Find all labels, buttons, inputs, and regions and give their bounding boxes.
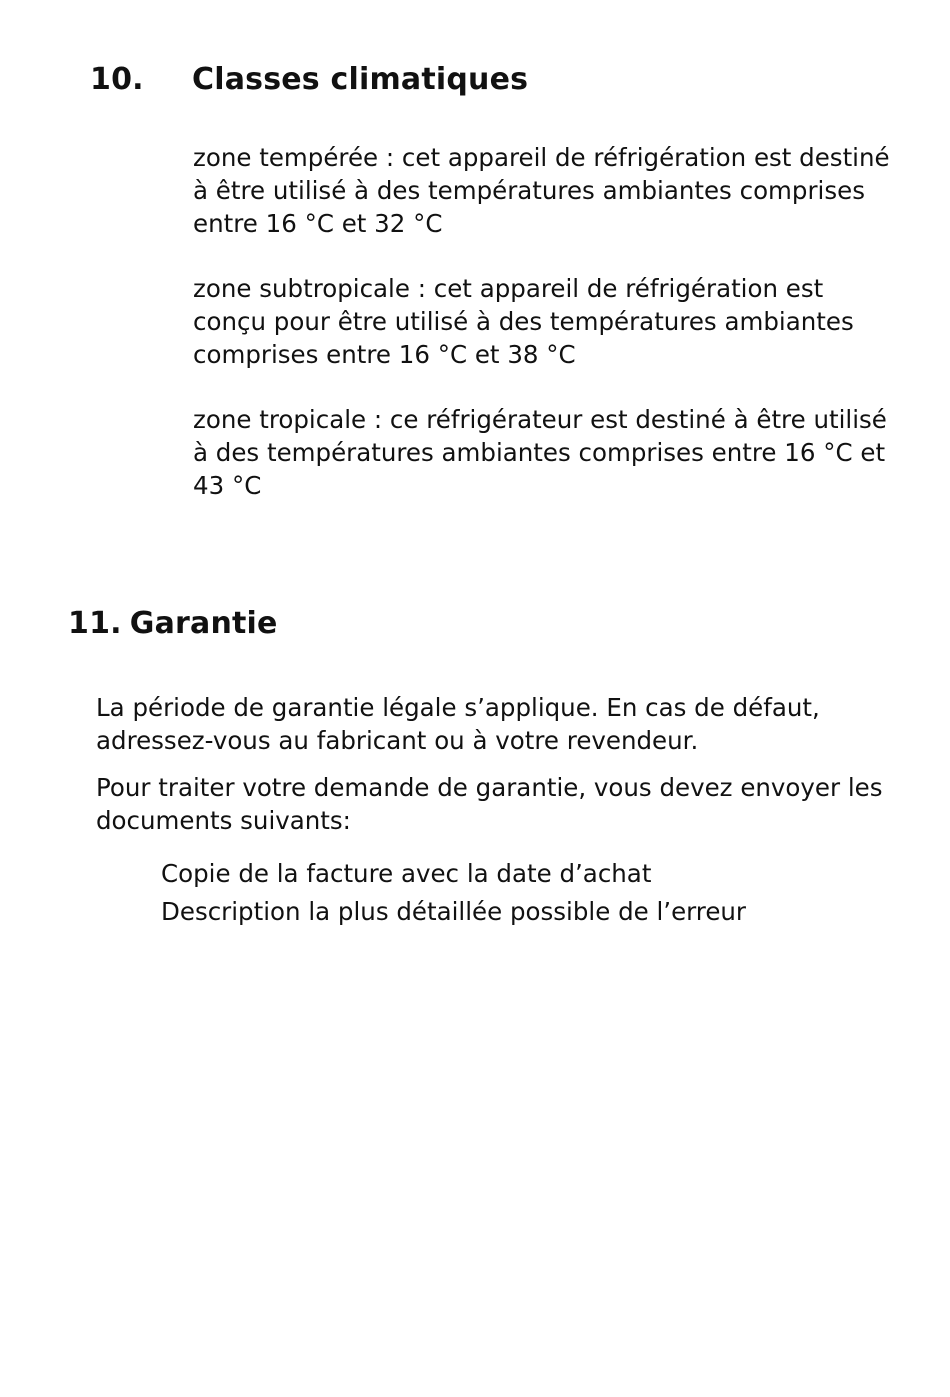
section-11-title: Garantie	[129, 606, 278, 641]
list-item-error-description: Description la plus détaillée possible de l’erreur	[161, 897, 746, 926]
zone-temperate-text: zone tempérée : cet appareil de réfrigération est destiné à être utilisé à des températures ambiantes comprises entre 16 °C et 32 °C	[193, 143, 890, 238]
warranty-paragraph-legal: La période de garantie légale s’applique. En cas de défaut, adressez-vous au fabricant ou à votre revendeur.	[96, 693, 820, 755]
zone-subtropical-text: zone subtropicale : cet appareil de réfrigération est conçu pour être utilisé à des températures ambiantes comprises entre 16 °C et 38 °C	[193, 274, 854, 369]
section-10-title: Classes climatiques	[192, 62, 529, 97]
section-11-heading	[68, 606, 278, 642]
required-documents-list	[161, 855, 746, 931]
section-10-number: 10.	[90, 62, 144, 97]
zone-tropical-text: zone tropicale : ce réfrigérateur est destiné à être utilisé à des températures ambiantes comprises entre 16 °C et 43 °C	[193, 405, 887, 500]
list-item-invoice-copy: Copie de la facture avec la date d’achat	[161, 859, 652, 888]
section-11-number: 11.	[68, 606, 122, 641]
warranty-paragraph-documents: Pour traiter votre demande de garantie, vous devez envoyer les documents suivants:	[96, 773, 883, 835]
